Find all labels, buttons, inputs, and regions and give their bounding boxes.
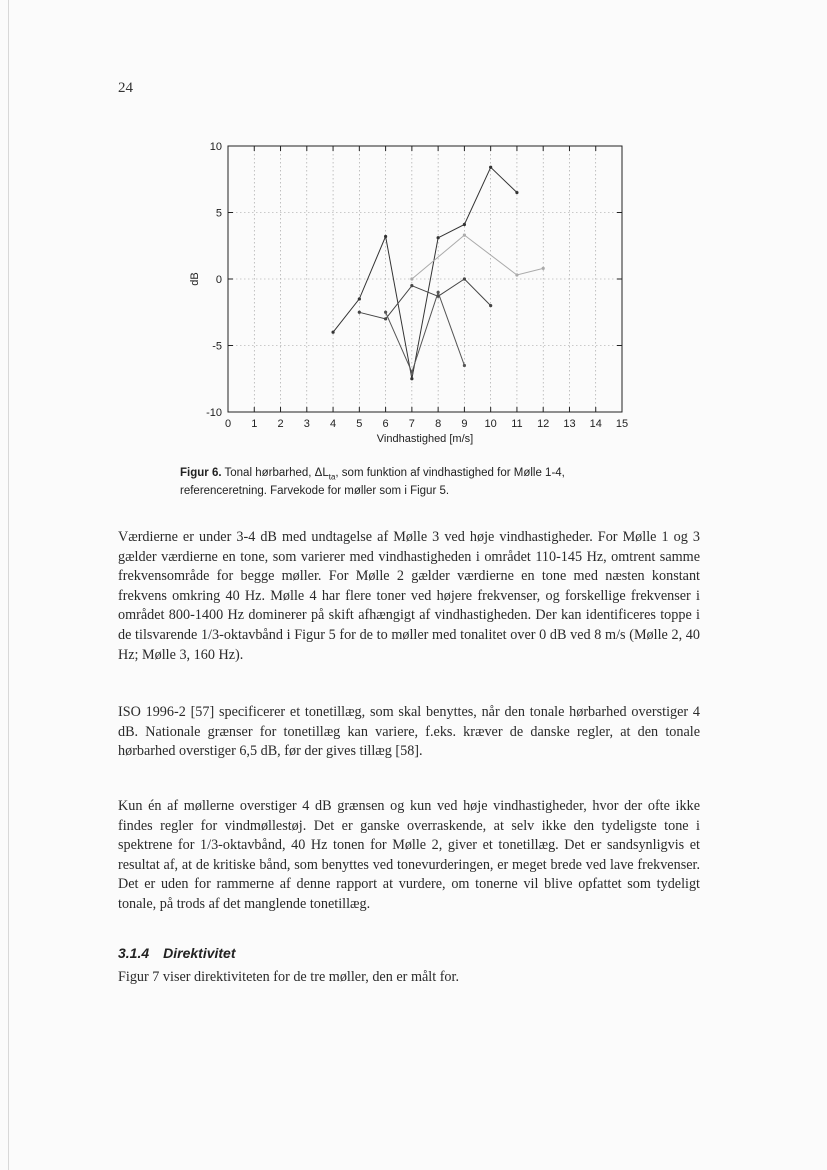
- series-point-3: [463, 364, 466, 367]
- y-axis-label: dB: [189, 272, 201, 286]
- x-tick-label: 12: [537, 418, 550, 430]
- series-point-4: [410, 277, 413, 280]
- paragraph-2: ISO 1996-2 [57] specificerer et tonetillæg, som skal benyttes, når den tonale hørbarhed overstiger 4 dB. Nationale grænser for tonetillæg kan variere, f.eks. kræver de danske regler, at den tonale hørbarhed overstiger 6,5 dB, før der gives tillæg [58].: [118, 704, 700, 760]
- x-tick-label: 13: [563, 418, 576, 430]
- section-heading: [118, 945, 236, 961]
- series-point-2: [410, 284, 413, 287]
- caption-text-pre: Tonal hørbarhed, ΔL: [221, 467, 329, 479]
- series-line-2: [359, 279, 490, 319]
- series-point-2: [358, 311, 361, 314]
- x-tick-label: 8: [435, 418, 442, 430]
- series-point-1: [358, 297, 361, 300]
- series-point-3: [384, 311, 387, 314]
- x-tick-label: 10: [484, 418, 497, 430]
- paragraph-3: Kun én af møllerne overstiger 4 dB grænsen og kun ved høje vindhastigheder, hvor der ofte ikke findes regler for vindmøllestøj. Det er ganske overraskende, at selv ikke den tydeligste tone i spektrene for 1/3-oktavbånd, 40 Hz tonen for Mølle 2, giver et tonetillæg. Det er sandsynligvis et resultat af, at de kritiske bånd, som benyttes ved tonevurderingen, er meget brede ved lave frekvenser. Det er uden for rammerne af denne rapport at vurdere, om tonerne vil blive opfattet som tydeligt tonale, på trods af det manglende tonetillæg.: [118, 798, 700, 912]
- series-point-2: [489, 304, 492, 307]
- y-tick-label: 0: [215, 274, 222, 286]
- x-tick-label: 11: [511, 418, 523, 430]
- series-point-1: [384, 235, 387, 238]
- chart-grid: [228, 146, 622, 412]
- x-tick-label: 3: [303, 418, 310, 430]
- series-point-4: [542, 267, 545, 270]
- series-point-3: [410, 371, 413, 374]
- y-tick-label: -5: [212, 340, 222, 353]
- section-title: Direktivitet: [163, 945, 236, 961]
- series-point-1: [515, 191, 518, 194]
- x-tick-label: 6: [382, 418, 389, 430]
- chart-svg: [180, 130, 650, 460]
- chart-series: [331, 166, 544, 381]
- x-axis-label: Vindhastighed [m/s]: [376, 433, 474, 445]
- caption-subscript: ta: [328, 472, 336, 482]
- series-point-1: [463, 223, 466, 226]
- x-tick-label: 2: [277, 418, 284, 430]
- series-point-4: [463, 234, 466, 237]
- section-number: 3.1.4: [118, 945, 150, 961]
- paragraph-1: Værdierne er under 3-4 dB med undtagelse af Mølle 3 ved høje vindhastigheder. For Mølle 1 og 3 gælder værdierne en tone, som varierer med vindhastigheden i området 110-145 Hz, omtrent samme frekvensområde for begge møller. For Mølle 2 gælder værdierne en tone med næsten konstant frekvens omkring 40 Hz. Mølle 4 har flere toner ved højere frekvenser, og forskellige frekvenser i området 800-1400 Hz dominerer på skift afhængigt af vindhastigheden. Der kan identificeres toppe i de tilsvarende 1/3-oktavbånd i Figur 5 for de to møller med tonalitet over 0 dB ved 8 m/s (Mølle 2, 40 Hz; Mølle 3, 160 Hz).: [118, 529, 700, 663]
- caption-text-post: , som funktion af vindhastighed for Mølle 1-4, referenceretning. Farvekode for møller som i Figur 5.: [180, 467, 565, 498]
- series-point-3: [437, 291, 440, 294]
- y-tick-label: -10: [206, 407, 222, 419]
- x-tick-label: 5: [356, 418, 363, 430]
- series-point-1: [437, 236, 440, 239]
- series-point-1: [331, 331, 334, 334]
- series-line-1: [333, 167, 517, 378]
- series-point-2: [384, 317, 387, 320]
- series-point-1: [489, 166, 492, 169]
- y-tick-label: 5: [215, 207, 222, 220]
- scan-margin-line: [8, 0, 9, 1170]
- x-tick-label: 1: [251, 418, 258, 430]
- y-tick-label: 10: [209, 141, 222, 153]
- x-tick-label: 14: [589, 418, 602, 430]
- series-point-1: [410, 377, 413, 380]
- x-tick-label: 0: [224, 418, 232, 430]
- chart-ticks: [206, 141, 628, 430]
- x-tick-label: 7: [408, 418, 415, 430]
- page-number: 24: [118, 80, 133, 96]
- figure-caption: [180, 466, 650, 499]
- series-point-2: [463, 277, 466, 280]
- x-tick-label: 15: [615, 418, 629, 430]
- series-point-4: [515, 273, 518, 276]
- caption-label: Figur 6.: [180, 467, 222, 479]
- x-tick-label: 4: [330, 418, 337, 430]
- figure-6-chart: [180, 130, 650, 460]
- paragraph-4: Figur 7 viser direktiviteten for de tre møller, den er målt for.: [118, 969, 460, 985]
- x-tick-label: 9: [461, 418, 468, 430]
